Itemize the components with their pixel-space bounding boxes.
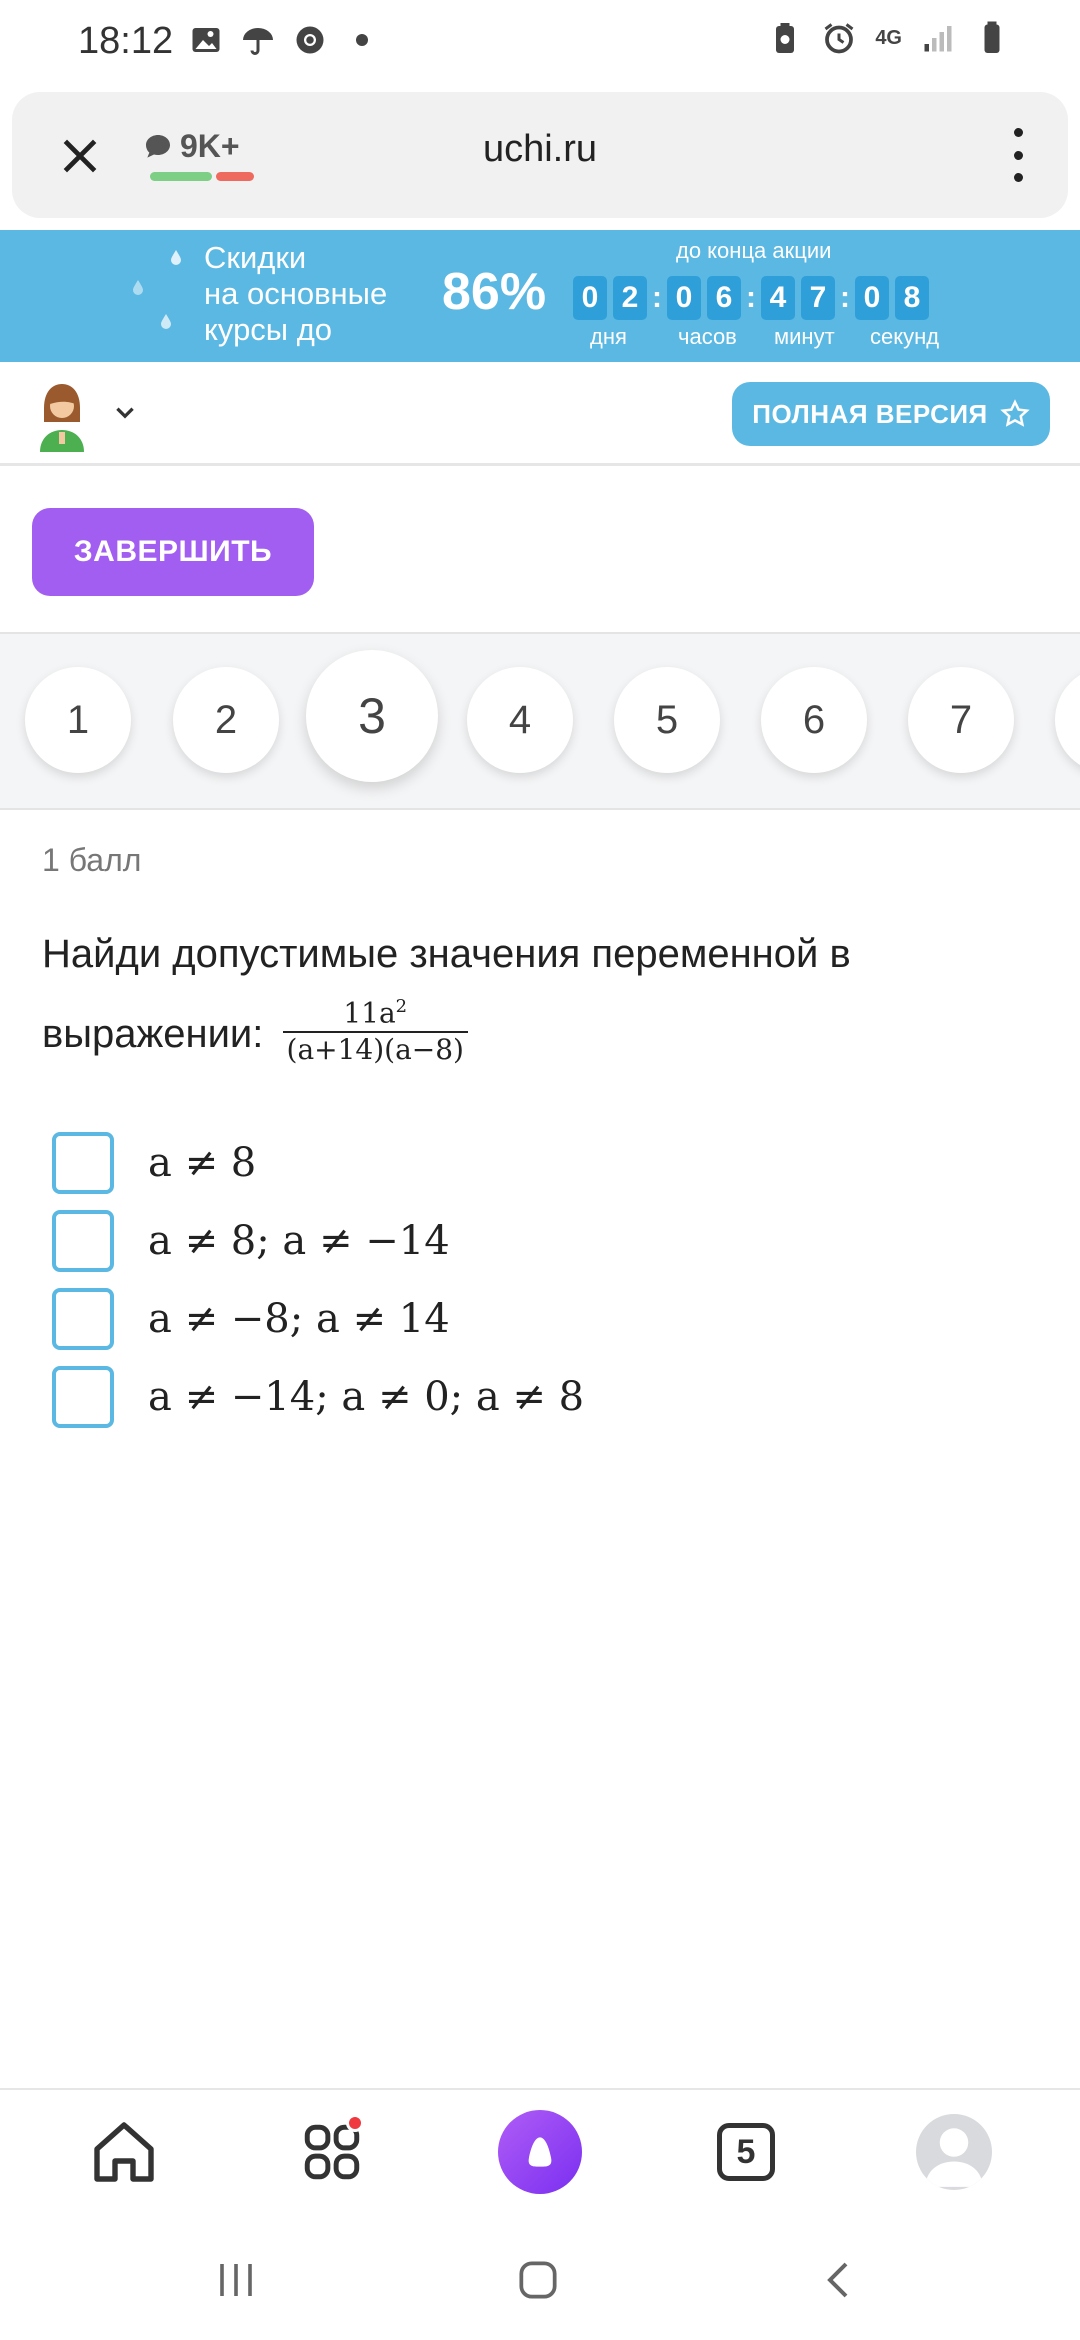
bottom-nav [0,2088,1080,2212]
battery-icon [974,20,1010,56]
timer-label-minutes: минут [774,324,835,349]
promo-text-line: на основные [204,276,388,311]
star-icon [1000,399,1030,429]
status-icons-left [188,22,380,58]
header-row [0,362,1080,466]
question-strip [0,632,1080,810]
answer-option[interactable] [52,1124,584,1202]
alice-icon [498,2110,582,2194]
timer-digit: 0 [667,276,701,320]
chrome-icon [292,22,328,58]
menu-button[interactable] [998,122,1038,188]
checkbox[interactable] [52,1288,114,1350]
timer-label-days: дня [590,324,627,349]
back-button[interactable] [800,2250,880,2310]
alarm-icon [821,20,857,56]
timer-digit: 0 [855,276,889,320]
timer-digit: 7 [801,276,835,320]
chevron-down-icon[interactable] [112,400,138,426]
counter-value: 9K+ [180,128,240,164]
timer-labels [0,324,1080,354]
question-number-button[interactable]: 4 [467,667,573,773]
question-line: выражении: [42,1012,264,1056]
browser-bar [12,92,1068,218]
question-number-button-active[interactable]: 3 [306,650,438,782]
checkbox[interactable] [52,1132,114,1194]
home-system-button[interactable] [498,2250,578,2310]
answer-options [52,1124,584,1436]
url-text[interactable]: uchi.ru [482,128,598,170]
signal-icon [920,20,956,56]
services-button[interactable] [282,2104,382,2200]
question-number-button[interactable]: 5 [614,667,720,773]
battery-saver-icon [767,20,803,56]
status-bar [0,0,1080,84]
home-button[interactable] [74,2104,174,2200]
tabs-count: 5 [717,2123,775,2181]
numerator-text: 11a [343,996,396,1030]
answer-option[interactable] [52,1202,584,1280]
timer-label-hours: часов [678,324,737,349]
home-icon [88,2116,160,2188]
answer-option[interactable] [52,1358,584,1436]
timer-digit: 0 [573,276,607,320]
question-text [42,914,1042,1075]
timer-digit: 6 [707,276,741,320]
checkbox[interactable] [52,1210,114,1272]
points-label: 1 балл [42,842,142,878]
fraction-denominator: (a+14)(a−8) [283,1031,468,1067]
notification-dot [346,2114,364,2132]
promo-text-line: курсы до [204,312,333,347]
full-version-label: ПОЛНАЯ ВЕРСИЯ [752,398,988,429]
question-number-button[interactable]: 6 [761,667,867,773]
timer-digit: 4 [761,276,795,320]
countdown-timer: 0 2 : 0 6 : 4 7 : 0 8 [570,276,932,320]
question-line: Найди допустимые значения переменной в [42,932,851,976]
alice-button[interactable] [490,2104,590,2200]
promo-until-label: до конца акции [676,238,832,263]
fraction-numerator [283,990,468,1030]
back-icon [816,2256,864,2304]
numerator-exponent: 2 [395,996,408,1018]
profile-button[interactable] [904,2104,1004,2200]
avatar[interactable] [32,378,92,452]
question-number-button[interactable]: 7 [908,667,1014,773]
option-label: a ≠ 8; a ≠ −14 [148,1218,450,1264]
gallery-icon [188,22,224,58]
question-number-button[interactable]: 2 [173,667,279,773]
system-nav [0,2212,1080,2340]
profile-avatar-icon [916,2114,992,2190]
option-label: a ≠ 8 [148,1140,257,1186]
question-line-2 [42,994,1042,1075]
answer-option[interactable] [52,1280,584,1358]
timer-digit: 8 [895,276,929,320]
status-icons-right [767,20,1010,56]
network-type: 4G [875,26,902,49]
recent-apps-button[interactable] [196,2250,276,2310]
promo-text-line: Скидки [204,240,307,275]
option-label: a ≠ −8; a ≠ 14 [148,1296,450,1342]
timer-digit: 2 [613,276,647,320]
rating-bar [150,172,254,181]
recent-apps-icon [212,2256,260,2304]
promo-banner[interactable] [0,230,1080,362]
tabs-button[interactable] [696,2104,796,2200]
finish-button[interactable]: ЗАВЕРШИТЬ [32,508,314,596]
promo-percent: 86% [442,263,547,321]
question-number-button-partial[interactable] [1055,667,1080,773]
timer-label-seconds: секунд [870,324,940,349]
question-number-button[interactable]: 1 [25,667,131,773]
home-system-icon [513,2255,563,2305]
math-fraction [283,990,468,1066]
umbrella-icon [240,22,276,58]
checkbox[interactable] [52,1366,114,1428]
full-version-button[interactable] [732,382,1050,446]
option-label: a ≠ −14; a ≠ 0; a ≠ 8 [148,1374,585,1420]
dot-icon [344,22,380,58]
status-time: 18:12 [78,20,174,62]
